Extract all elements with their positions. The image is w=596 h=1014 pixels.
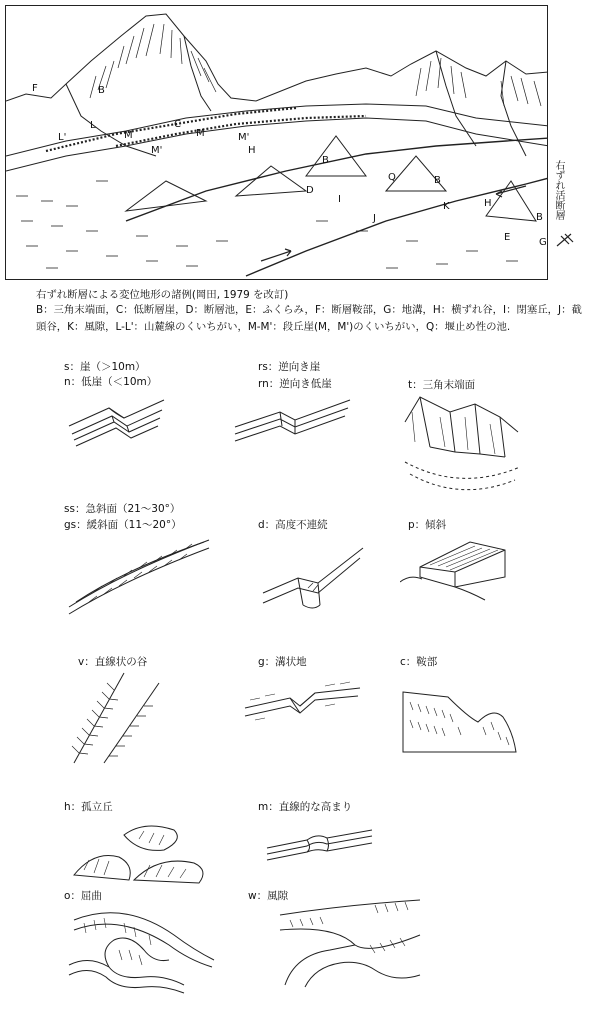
symbol-c-figure xyxy=(398,682,523,762)
label-L: L xyxy=(90,120,96,131)
symbol-s-label: s：崖（＞10m） xyxy=(64,361,146,373)
symbol-h-figure xyxy=(64,815,214,890)
symbol-ss-label: ss：急斜面（21～30°） xyxy=(64,503,181,515)
panorama-diagram xyxy=(5,5,548,280)
figure-caption-title: 右ずれ断層による変位地形の諸例(岡田, 1979 を改訂) xyxy=(36,289,289,301)
symbol-rs-label: rs：逆向き崖 xyxy=(258,361,321,373)
label-B: B xyxy=(536,212,543,223)
symbol-p-label: p：傾斜 xyxy=(408,519,447,531)
label-B: B xyxy=(434,175,441,186)
symbol-w-label: w：風隙 xyxy=(248,890,289,902)
symbol-m-label: m：直線的な高まり xyxy=(258,801,353,813)
symbol-c-label: c：鞍部 xyxy=(400,656,438,668)
label-Q: Q xyxy=(388,172,396,183)
label-G: G xyxy=(539,237,547,248)
panorama-sketch xyxy=(6,6,548,280)
label-B: B xyxy=(322,155,329,166)
symbol-n-label: n：低崖（＜10m） xyxy=(64,376,158,388)
label-C: C xyxy=(174,119,181,130)
label-B: B xyxy=(98,85,105,96)
symbol-rn-label: rn：逆向き低崖 xyxy=(258,378,332,390)
symbol-p-figure xyxy=(400,532,515,602)
symbol-w-figure xyxy=(275,895,425,990)
label-J: J xyxy=(373,213,376,224)
label-H: H xyxy=(248,145,256,156)
symbol-d-figure xyxy=(258,533,368,613)
symbol-gs-label: gs：緩斜面（11～20°） xyxy=(64,519,182,531)
label-H: H xyxy=(484,198,492,209)
label-E: E xyxy=(504,232,511,243)
label-M-prime: M' xyxy=(238,132,250,143)
symbol-g-label: g：溝状地 xyxy=(258,656,307,668)
label-K: K xyxy=(443,201,450,212)
symbol-g-figure xyxy=(240,678,365,723)
symbol-v-label: v：直線状の谷 xyxy=(78,656,148,668)
label-M: M xyxy=(196,128,205,139)
symbol-m-figure xyxy=(262,818,377,863)
right-lateral-fault-label: 右ずれ活断層 xyxy=(553,160,564,220)
symbol-s-n-figure xyxy=(64,388,169,450)
symbol-t-figure xyxy=(400,392,525,500)
symbol-ss-gs-figure xyxy=(64,532,214,617)
symbol-d-label: d：高度不連続 xyxy=(258,519,328,531)
symbol-t-label: t：三角末端面 xyxy=(408,379,476,391)
label-D: D xyxy=(306,185,314,196)
label-L-prime: L' xyxy=(58,132,67,143)
symbol-o-figure xyxy=(64,905,219,1000)
label-M: M xyxy=(124,130,133,141)
label-F: F xyxy=(32,83,38,94)
label-M-prime: M' xyxy=(151,145,163,156)
fault-arrow-icon xyxy=(555,232,575,248)
label-I: I xyxy=(338,194,341,205)
symbol-v-figure xyxy=(64,668,174,768)
figure-caption-body: B：三角末端面，C：低断層崖，D：断層池，E：ふくらみ，F：断層鞍部，G：地溝，H：横ずれ谷，I：閉塞丘，J：截頭谷，K：風隙，L-L'：山麓線のくいちがい，M-M'：段丘崖(M，M')のくいちがい，Q：堰止め性の池. xyxy=(36,304,582,333)
symbol-rs-rn-figure xyxy=(230,392,355,447)
symbol-h-label: h：孤立丘 xyxy=(64,801,113,813)
symbol-o-label: o：屈曲 xyxy=(64,890,102,902)
